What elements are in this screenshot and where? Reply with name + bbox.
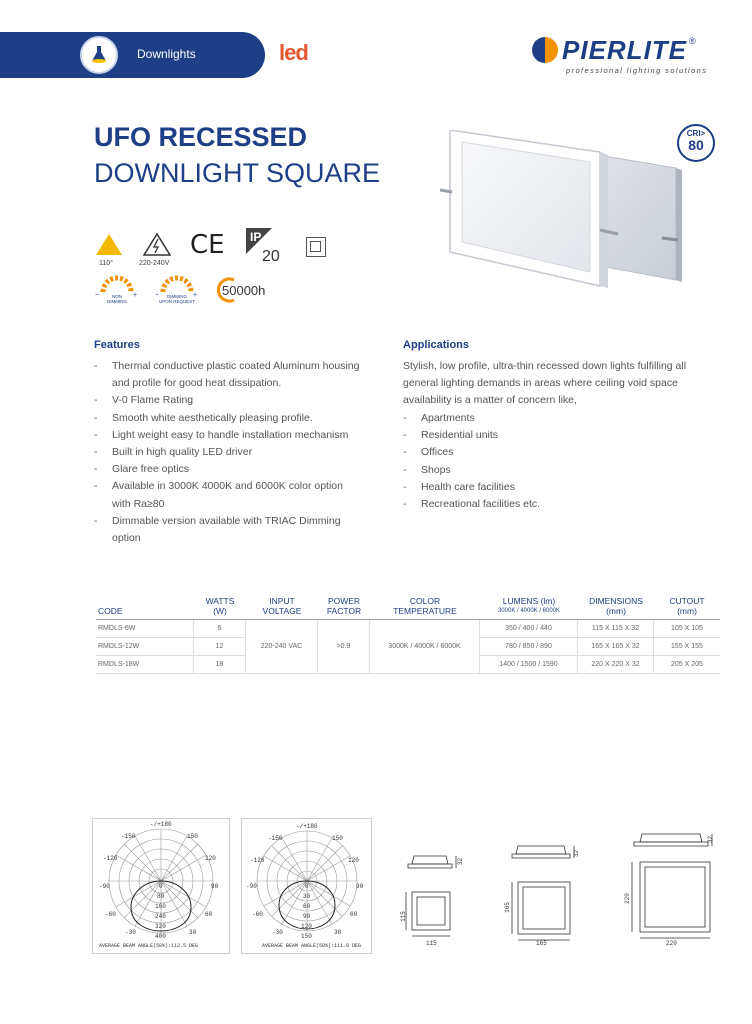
polar-label: 90 bbox=[211, 883, 219, 890]
cri-label: CRI> bbox=[686, 129, 706, 138]
width-label: 220 bbox=[666, 940, 677, 947]
col-dimensions: DIMENSIONS (mm) bbox=[578, 592, 654, 620]
brand-name: PIERLITE bbox=[562, 34, 688, 65]
category-banner bbox=[0, 32, 265, 78]
polar-label: 90 bbox=[356, 883, 364, 890]
col-code: CODE bbox=[96, 592, 194, 620]
cell-color-temperature: 3000K / 4000K / 6000K bbox=[370, 620, 480, 674]
col-power-factor: POWER FACTOR bbox=[318, 592, 370, 620]
cell-lumens: 350 / 400 / 440 bbox=[480, 620, 578, 638]
cri-value: 80 bbox=[688, 137, 704, 153]
polar-ring-label: 160 bbox=[155, 903, 166, 910]
cell-watts: 6 bbox=[194, 620, 246, 638]
dimension-drawing-220 bbox=[622, 826, 722, 950]
list-item: - V-0 Flame Rating bbox=[94, 392, 364, 409]
polar-ring-label: 320 bbox=[155, 923, 166, 930]
polar-label: 0 bbox=[159, 883, 163, 890]
polar-diagram-1 bbox=[92, 818, 230, 954]
polar-ring-label: 90 bbox=[303, 913, 311, 920]
list-item: - Health care facilities bbox=[403, 479, 703, 496]
non-dimming-plus: + bbox=[133, 292, 138, 299]
polar-label: 30 bbox=[189, 929, 197, 936]
cell-lumens: 780 / 850 / 890 bbox=[480, 638, 578, 656]
downlight-icon bbox=[80, 36, 118, 74]
col-voltage: INPUT VOLTAGE bbox=[246, 592, 318, 620]
class-ii-icon bbox=[306, 237, 326, 257]
features-list bbox=[94, 358, 364, 547]
dimension-drawing-115 bbox=[398, 850, 465, 950]
polar-ring-label: 150 bbox=[301, 933, 312, 940]
polar-label: -/+180 bbox=[296, 823, 318, 830]
cell-lumens: 1400 / 1500 / 1590 bbox=[480, 656, 578, 674]
polar-diagram-2 bbox=[241, 818, 372, 954]
non-dimming-icon bbox=[100, 274, 134, 294]
col-lumens-label: LUMENS (lm) bbox=[502, 596, 556, 606]
list-item: - Available in 3000K 4000K and 6000K color option with Ra≥80 bbox=[94, 478, 364, 512]
polar-caption: AVERAGE BEAM ANGLE(50%):111.8 DEG bbox=[262, 943, 362, 949]
brand-logo bbox=[532, 32, 696, 68]
polar-label: -150 bbox=[268, 835, 283, 842]
applications-list bbox=[403, 410, 703, 513]
polar-label: -120 bbox=[103, 855, 118, 862]
lifetime-label: 50000h bbox=[222, 283, 266, 298]
list-item: - Apartments bbox=[403, 410, 703, 427]
cell-code: RMDLS-18W bbox=[96, 656, 194, 674]
depth-label: 32 bbox=[457, 857, 465, 866]
polar-label: -60 bbox=[105, 911, 116, 918]
cell-power-factor: >0.9 bbox=[318, 620, 370, 674]
polar-label: -90 bbox=[246, 883, 257, 890]
list-item: - Shops bbox=[403, 462, 703, 479]
col-lumens bbox=[480, 592, 578, 620]
list-item: - Dimmable version available with TRIAC Dimming option bbox=[94, 513, 364, 547]
voltage-label: 220-240V bbox=[139, 260, 170, 267]
list-item: - Built in high quality LED driver bbox=[94, 444, 364, 461]
width-label: 165 bbox=[536, 940, 547, 947]
dimming-plus: + bbox=[193, 292, 198, 299]
features-heading: Features bbox=[94, 339, 140, 351]
led-logo: led bbox=[279, 40, 308, 65]
brand-ball-icon bbox=[532, 37, 558, 63]
brand-tagline: professional lighting solutions bbox=[566, 66, 708, 75]
polar-label: -150 bbox=[121, 833, 136, 840]
polar-caption: AVERAGE BEAM ANGLE(50%):112.5 DEG bbox=[99, 943, 199, 949]
polar-label: 120 bbox=[348, 857, 359, 864]
non-dimming-label: NON DIMMING bbox=[107, 294, 127, 304]
polar-ring-label: 80 bbox=[157, 893, 165, 900]
dimension-drawing-165 bbox=[500, 838, 584, 950]
height-label: 165 bbox=[503, 902, 511, 913]
col-lumens-sub: 3000K / 4000K / 6000K bbox=[497, 608, 561, 614]
depth-label: 32 bbox=[573, 849, 581, 858]
polar-label: -120 bbox=[250, 857, 265, 864]
polar-label: 30 bbox=[334, 929, 342, 936]
list-item: - Smooth white aesthetically pleasing profile. bbox=[94, 410, 364, 427]
cell-code: RMDLS-12W bbox=[96, 638, 194, 656]
cell-dimensions: 220 X 220 X 32 bbox=[578, 656, 654, 674]
cell-cutout: 105 X 105 bbox=[654, 620, 720, 638]
applications-intro: Stylish, low profile, ultra-thin recessed down lights fulfilling all general lighting demands in areas where ceiling void space availability is a matter of concern like, bbox=[403, 360, 687, 407]
polar-label: 60 bbox=[205, 911, 213, 918]
product-title-line1: UFO RECESSED bbox=[94, 122, 308, 152]
cell-voltage: 220-240 VAC bbox=[246, 620, 318, 674]
width-label: 115 bbox=[426, 940, 437, 947]
beam-angle-icon bbox=[95, 232, 123, 256]
cell-watts: 18 bbox=[194, 656, 246, 674]
table-header-row bbox=[96, 592, 720, 620]
list-item: - Thermal conductive plastic coated Aluminum housing and profile for good heat dissipation. bbox=[94, 358, 364, 392]
polar-label: -60 bbox=[252, 911, 263, 918]
dimming-label: DIMMING UPON REQUEST bbox=[158, 294, 195, 304]
polar-label: 120 bbox=[205, 855, 216, 862]
polar-label: -30 bbox=[125, 929, 136, 936]
cell-cutout: 205 X 205 bbox=[654, 656, 720, 674]
col-cutout: CUTOUT (mm) bbox=[654, 592, 720, 620]
applications-heading: Applications bbox=[403, 339, 470, 351]
polar-ring-label: 30 bbox=[303, 893, 311, 900]
polar-ring-label: 60 bbox=[303, 903, 311, 910]
polar-label: -90 bbox=[99, 883, 110, 890]
beam-angle-label: 110° bbox=[99, 260, 113, 267]
polar-ring-label: 120 bbox=[301, 923, 312, 930]
category-label: Downlights bbox=[137, 47, 196, 61]
product-photo bbox=[440, 130, 700, 290]
ip-label: IP bbox=[250, 230, 262, 244]
height-label: 115 bbox=[399, 911, 407, 922]
brand-registered: ® bbox=[689, 36, 696, 46]
spec-table bbox=[96, 592, 720, 674]
list-item: - Light weight easy to handle installation mechanism bbox=[94, 427, 364, 444]
cell-dimensions: 165 X 165 X 32 bbox=[578, 638, 654, 656]
ce-mark: CE bbox=[190, 230, 225, 260]
polar-label: 60 bbox=[350, 911, 358, 918]
voltage-icon bbox=[143, 232, 171, 256]
col-watts: WATTS (W) bbox=[194, 592, 246, 620]
polar-label: -30 bbox=[272, 929, 283, 936]
non-dimming-minus: − bbox=[95, 292, 100, 299]
cell-dimensions: 115 X 115 X 32 bbox=[578, 620, 654, 638]
height-label: 220 bbox=[623, 893, 631, 904]
table-row bbox=[96, 620, 720, 638]
polar-label: 150 bbox=[187, 833, 198, 840]
polar-ring-label: 240 bbox=[155, 913, 166, 920]
polar-label: 0 bbox=[305, 883, 309, 890]
polar-label: 150 bbox=[332, 835, 343, 842]
list-item: - Offices bbox=[403, 444, 703, 461]
ip-value: 20 bbox=[262, 248, 280, 265]
dimming-minus: − bbox=[155, 292, 160, 299]
list-item: - Residential units bbox=[403, 427, 703, 444]
depth-label: 32 bbox=[707, 835, 715, 844]
dimming-icon bbox=[160, 274, 194, 294]
polar-ring-label: 400 bbox=[155, 933, 166, 940]
cell-cutout: 155 X 155 bbox=[654, 638, 720, 656]
cell-code: RMDLS-6W bbox=[96, 620, 194, 638]
product-title-line2: DOWNLIGHT SQUARE bbox=[94, 158, 381, 188]
polar-label: -/+180 bbox=[150, 821, 172, 828]
list-item: - Glare free optics bbox=[94, 461, 364, 478]
list-item: - Recreational facilities etc. bbox=[403, 496, 703, 513]
col-color-temperature: COLOR TEMPERATURE bbox=[370, 592, 480, 620]
cell-watts: 12 bbox=[194, 638, 246, 656]
